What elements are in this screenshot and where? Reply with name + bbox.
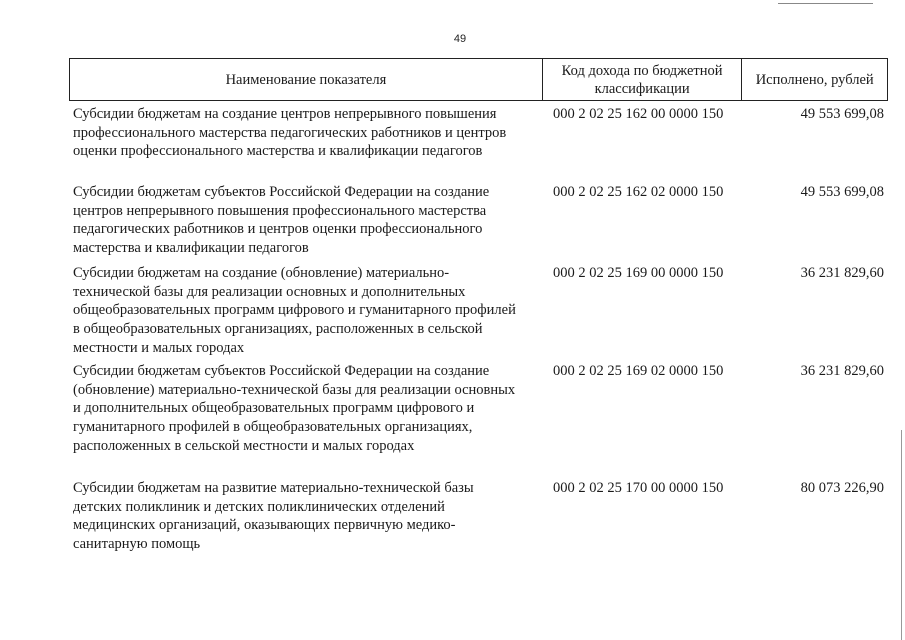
row-1-amount: 49 553 699,08: [800, 106, 884, 122]
name-line: детских поликлиник и детских поликлинических отделений: [73, 498, 445, 515]
row-4-name: [73, 362, 515, 456]
row-3-name: [73, 264, 516, 358]
name-line: медицинских организаций, оказывающих первичную медико-: [73, 517, 456, 534]
row-5-code: 000 2 02 25 170 00 0000 150: [553, 480, 724, 496]
row-1-name: [73, 105, 506, 161]
row-4-code: 000 2 02 25 169 02 0000 150: [553, 363, 724, 379]
row-1-code: 000 2 02 25 162 00 0000 150: [553, 106, 724, 122]
name-line: Субсидии бюджетам на развитие материально-технической базы: [73, 480, 474, 496]
name-line: в общеобразовательных организациях, расположенных в сельской: [73, 321, 483, 338]
name-line: местности и малых городах: [73, 339, 245, 356]
name-line: оценки профессионального мастерства и квалификации педагогов: [73, 143, 483, 160]
name-line: профессионального мастерства педагогических работников и центров: [73, 124, 507, 141]
header-code-line: классификации: [594, 80, 690, 97]
name-line: Субсидии бюджетам субъектов Российской Федерации на создание: [73, 184, 490, 200]
header-name: Наименование показателя: [225, 71, 387, 88]
name-line: (обновление) материально-технической базы для реализации основных: [73, 381, 516, 398]
name-line: мастерства и квалификации педагогов: [73, 240, 309, 257]
scan-edge: [901, 430, 902, 640]
name-line: педагогических работников и центров оценки профессионального: [73, 221, 483, 238]
header-amount: Исполнено, рублей: [755, 71, 874, 88]
name-line: Субсидии бюджетам на создание (обновление) материально-: [73, 265, 450, 281]
row-3-code: 000 2 02 25 169 00 0000 150: [553, 265, 724, 281]
name-line: технической базы для реализации основных и дополнительных: [73, 283, 466, 300]
row-5-name: [73, 479, 474, 554]
name-line: гуманитарного профилей в общеобразовательных организациях,: [73, 419, 473, 436]
name-line: расположенных в сельской местности и малых городах: [73, 437, 415, 454]
name-line: центров непрерывного повышения профессионального мастерства: [73, 202, 487, 219]
row-2-name: [73, 183, 489, 258]
name-line: Субсидии бюджетам на создание центров непрерывного повышения: [73, 106, 497, 122]
name-line: и дополнительных общеобразовательных программ цифрового и: [73, 400, 475, 417]
row-2-amount: 49 553 699,08: [800, 184, 884, 200]
header-code-line: Код дохода по бюджетной: [561, 62, 723, 79]
row-2-code: 000 2 02 25 162 02 0000 150: [553, 184, 724, 200]
name-line: Субсидии бюджетам субъектов Российской Федерации на создание: [73, 363, 490, 379]
row-3-amount: 36 231 829,60: [800, 265, 884, 281]
row-5-amount: 80 073 226,90: [800, 480, 884, 496]
name-line: общеобразовательных программ цифрового и гуманитарного профилей: [73, 302, 516, 319]
name-line: санитарную помощь: [73, 536, 201, 553]
row-4-amount: 36 231 829,60: [800, 363, 884, 379]
page-number: 49: [453, 33, 467, 45]
